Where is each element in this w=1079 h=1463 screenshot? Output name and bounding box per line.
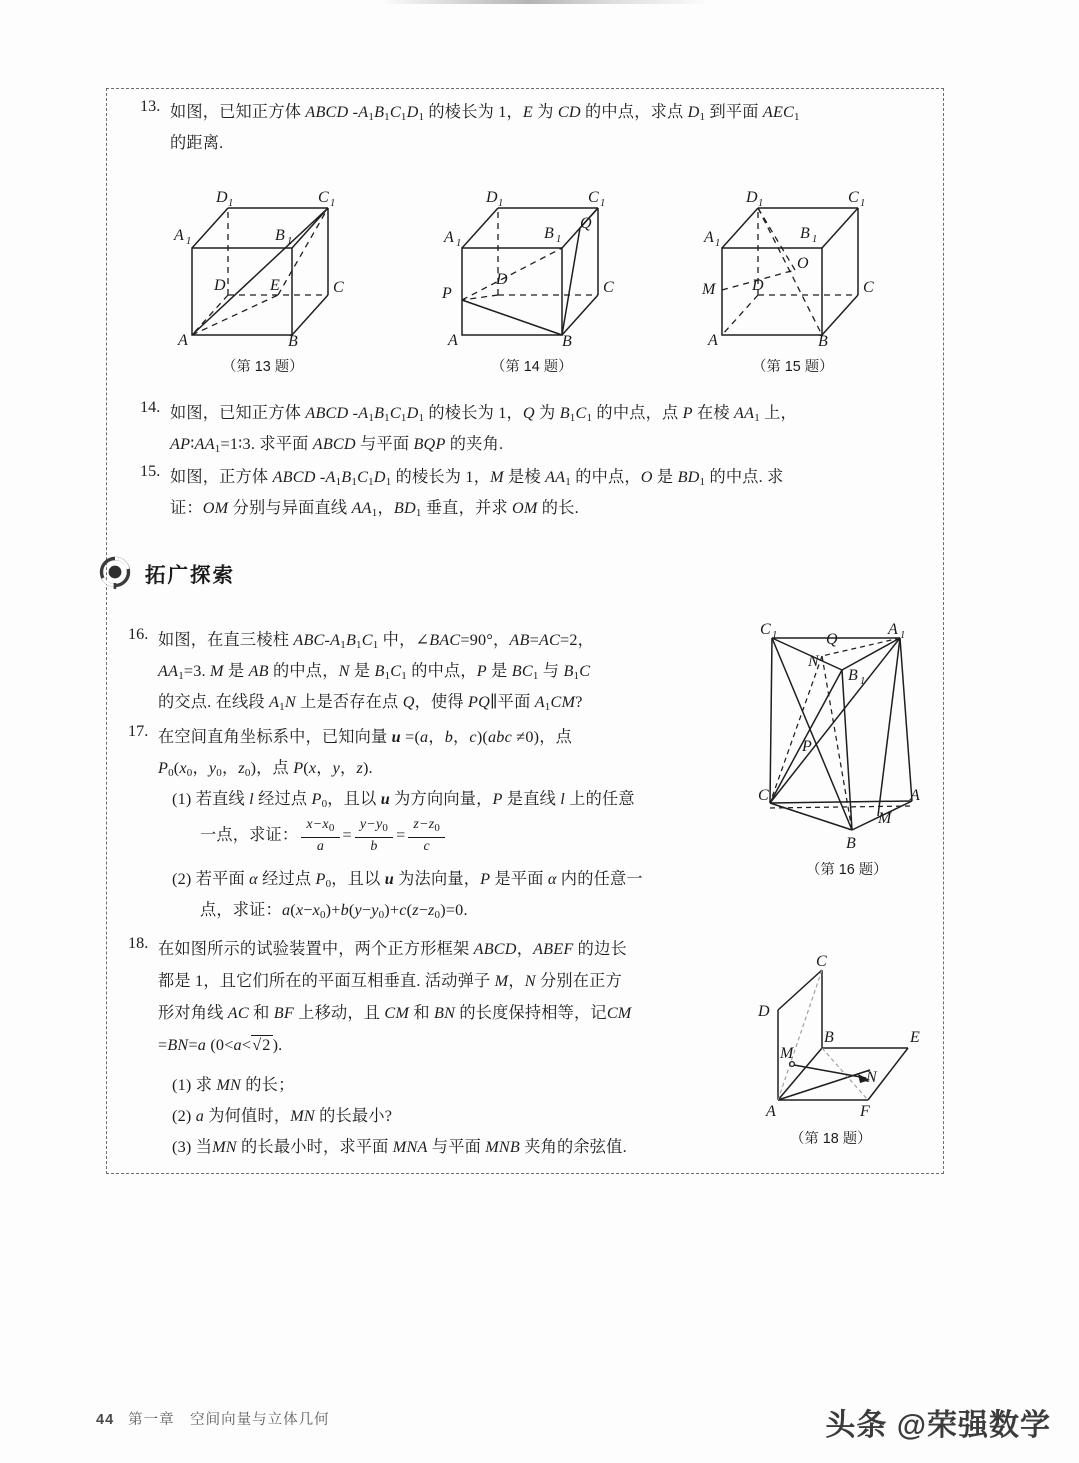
svg-text:E: E: [270, 277, 280, 294]
svg-text:Q: Q: [826, 631, 838, 648]
svg-text:D: D: [752, 277, 764, 294]
svg-text:E: E: [910, 1029, 920, 1046]
svg-text:F: F: [860, 1103, 870, 1120]
svg-text:1: 1: [456, 238, 462, 249]
svg-text:C: C: [758, 787, 769, 804]
svg-text:C: C: [588, 189, 599, 206]
svg-text:1: 1: [287, 236, 293, 247]
figure-18-caption: （第 18 题）: [790, 1131, 872, 1147]
svg-text:1: 1: [715, 238, 721, 249]
svg-text:P: P: [442, 285, 452, 302]
svg-text:1: 1: [758, 198, 764, 209]
svg-text:B: B: [800, 225, 810, 242]
watermark: 头条 @荣强数学: [825, 1409, 1051, 1442]
problem-17-sub-2-formula: 点，求证：a(x−x0)+b(y−y0)+c(z−z0)=0.: [200, 901, 468, 922]
svg-text:C: C: [333, 279, 344, 296]
svg-text:A: A: [910, 787, 920, 804]
svg-text:B: B: [544, 225, 554, 242]
problem-17-sub-1: (1) 若直线 l 经过点 P0，且以 u 为方向向量，P 是直线 l 上的任意: [172, 790, 635, 811]
problem-16-line-3: 的交点. 在线段 A1N 上是否存在点 Q，使得 PQ∥平面 A1CM?: [158, 693, 583, 714]
svg-text:B: B: [562, 333, 572, 350]
problem-18-line-3: 形对角线 AC 和 BF 上移动，且 CM 和 BN 的长度保持相等，记CM: [158, 1004, 632, 1022]
svg-text:Q: Q: [580, 215, 592, 232]
svg-text:A: A: [888, 621, 898, 638]
page-number: 44: [96, 1412, 115, 1428]
problem-13-line-1: 如图，已知正方体 ABCD -A1B1C1D1 的棱长为 1，E 为 CD 的中点，求点 D1 到平面 AEC1: [170, 103, 800, 124]
svg-text:D: D: [496, 271, 508, 288]
svg-text:1: 1: [860, 676, 866, 687]
figure-14-caption: （第 14 题）: [491, 359, 573, 375]
problem-14-number: 14.: [140, 398, 161, 416]
svg-text:A: A: [444, 229, 454, 246]
problem-15-line-1: 如图，正方体 ABCD -A1B1C1D1 的棱长为 1，M 是棱 AA1 的中点，O 是 BD1 的中点. 求: [170, 468, 784, 489]
problem-17-sub-2: (2) 若平面 α 经过点 P0，且以 u 为法向量，P 是平面 α 内的任意一: [172, 870, 643, 891]
svg-text:C: C: [318, 189, 329, 206]
svg-text:1: 1: [228, 198, 234, 209]
problem-15-line-2: 证：OM 分别与异面直线 AA1，BD1 垂直，并求 OM 的长.: [170, 499, 579, 520]
problem-18-sub-2: (2) a 为何值时，MN 的长最小?: [172, 1107, 393, 1125]
problem-18-line-1: 在如图所示的试验装置中，两个正方形框架 ABCD，ABEF 的边长: [158, 940, 627, 958]
problem-13-number: 13.: [140, 97, 161, 115]
problem-18-sub-3: (3) 当MN 的长最小时，求平面 MNA 与平面 MNB 夹角的余弦值.: [172, 1138, 627, 1156]
svg-text:1: 1: [600, 198, 606, 209]
svg-text:C: C: [848, 189, 859, 206]
svg-text:A: A: [174, 227, 184, 244]
problem-17-line-1: 在空间直角坐标系中，已知向量 u =(a，b，c)(abc ≠0)，点: [158, 728, 572, 746]
svg-text:A: A: [448, 332, 458, 349]
svg-text:C: C: [816, 953, 827, 970]
problem-14-line-1: 如图，已知正方体 ABCD -A1B1C1D1 的棱长为 1，Q 为 B1C1 的中点，点 P 在棱 AA1 上，: [170, 404, 797, 425]
svg-text:M: M: [878, 810, 892, 827]
problem-16-line-1: 如图，在直三棱柱 ABC-A1B1C1 中，∠BAC=90°，AB=AC=2，: [158, 631, 595, 652]
svg-text:B: B: [846, 835, 856, 852]
svg-text:A: A: [178, 332, 188, 349]
svg-text:D: D: [746, 189, 758, 206]
problem-18-number: 18.: [128, 934, 149, 952]
page-footer: [96, 1408, 330, 1429]
svg-text:1: 1: [772, 630, 778, 641]
svg-text:1: 1: [556, 234, 562, 245]
problem-13-line-2: 的距离.: [170, 134, 224, 152]
problem-14-line-2: AP∶AA1=1∶3. 求平面 ABCD 与平面 BQP 的夹角.: [170, 435, 504, 456]
svg-text:A: A: [766, 1103, 776, 1120]
svg-text:D: D: [486, 189, 498, 206]
problem-16-number: 16.: [128, 625, 149, 643]
svg-text:P: P: [802, 738, 812, 755]
problem-16-line-2: AA1=3. M 是 AB 的中点，N 是 B1C1 的中点，P 是 BC1 与 B1C: [158, 662, 591, 683]
svg-text:O: O: [797, 255, 809, 272]
problem-17-line-2: P0(x0，y0，z0)，点 P(x，y，z).: [158, 759, 373, 780]
figure-14-cube: [440, 180, 640, 350]
svg-text:D: D: [758, 1003, 770, 1020]
chapter-title: 第一章 空间向量与立体几何: [128, 1412, 330, 1428]
svg-text:D: D: [216, 189, 228, 206]
problem-17-sub-1-formula: 一点，求证： $\frac{x-x_0}{a}$ = $\frac{y-y_0}{b}$ = $\frac{z-z_0}{c}$: [200, 816, 448, 856]
svg-text:A: A: [704, 229, 714, 246]
svg-text:1: 1: [498, 198, 504, 209]
svg-text:C: C: [760, 621, 771, 638]
figure-13-cube: [170, 180, 370, 350]
svg-text:1: 1: [812, 234, 818, 245]
problem-15-number: 15.: [140, 462, 161, 480]
svg-text:M: M: [702, 281, 716, 298]
section-heading: [98, 556, 235, 590]
figure-13-caption: （第 13 题）: [222, 359, 304, 375]
problem-17-number: 17.: [128, 722, 149, 740]
svg-text:B: B: [824, 1029, 834, 1046]
problem-18-line-2: 都是 1，且它们所在的平面互相垂直. 活动弹子 M，N 分别在正方: [158, 972, 622, 990]
problem-18-line-4: =BN=a (0<a<√2 ).: [158, 1036, 283, 1054]
svg-text:B: B: [848, 667, 858, 684]
svg-text:B: B: [818, 333, 828, 350]
problem-18-sub-1: (1) 求 MN 的长；: [172, 1076, 295, 1094]
compass-badge-icon: [98, 556, 132, 590]
figure-16-prism: [760, 618, 925, 853]
svg-text:C: C: [603, 279, 614, 296]
figure-15-cube: [700, 180, 900, 350]
svg-text:1: 1: [860, 198, 866, 209]
svg-text:1: 1: [330, 198, 336, 209]
svg-text:C: C: [863, 279, 874, 296]
section-title: 拓广探索: [145, 564, 235, 587]
figure-15-caption: （第 15 题）: [752, 359, 834, 375]
svg-text:1: 1: [186, 236, 192, 247]
svg-text:M: M: [780, 1045, 794, 1062]
svg-text:D: D: [214, 277, 226, 294]
svg-text:B: B: [275, 227, 285, 244]
svg-text:B: B: [288, 333, 298, 350]
svg-text:A: A: [708, 332, 718, 349]
svg-text:1: 1: [900, 630, 906, 641]
figure-18-squares: [760, 930, 935, 1120]
svg-text:N: N: [808, 653, 819, 670]
figure-16-caption: （第 16 题）: [806, 862, 888, 878]
svg-text:N: N: [866, 1069, 877, 1086]
